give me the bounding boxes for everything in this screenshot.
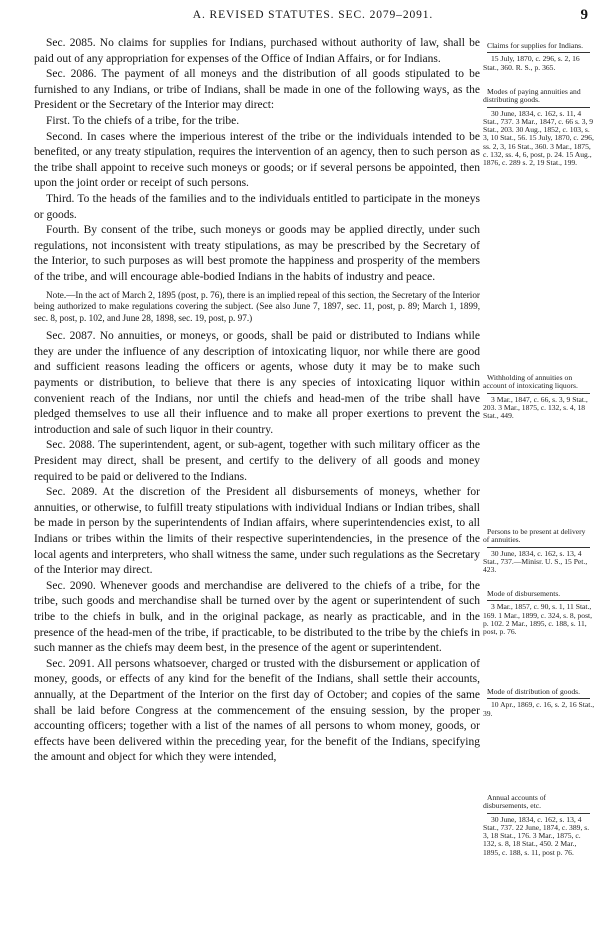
margin-rule (487, 52, 590, 53)
margin-note-annual-accounts (483, 794, 595, 857)
margin-note-citation: 10 Apr., 1869, c. 16, s. 2, 16 Stat., 39. (483, 700, 595, 718)
margin-rule (487, 547, 590, 548)
section-2085: Sec. 2085. No claims for supplies for Indians, purchased without authority of law, shall be paid out of any appropriation for expenses of the Office of Indian Affairs, or for Indians. (34, 37, 480, 65)
margin-rule (487, 698, 590, 699)
margin-note-claims (483, 42, 595, 72)
margin-rule (487, 813, 590, 814)
margin-rule (487, 393, 590, 394)
margin-rule (487, 600, 590, 601)
page-number: 9 (580, 7, 588, 23)
margin-note-heading: Persons to be present at delivery of annuities. (483, 527, 586, 545)
section-2086: Sec. 2086. The payment of all moneys and the distribution of all goods stipulated to be furnished to any Indians, or tribe of Indians, shall be made in one of the following ways, as the President or the Secretary of the Interior may direct: (34, 68, 480, 112)
margin-rule (487, 107, 590, 108)
section-2086-second: Second. In cases where the imperious interest of the tribe or the individuals intended to be benefited, or any treaty stipulation, requires the intervention of an agency, then to such person as the tribe shall appoint to receive such moneys or goods; or if several persons be appointed, then upon the joint order or receipt of such persons. (34, 130, 480, 190)
margin-note-heading: Modes of paying annuities and distributing goods. (483, 87, 581, 105)
editorial-note: Note.—In the act of March 2, 1895 (post, p. 76), there is an implied repeal of this section, the Secretary of the Interior being authorized to make regulations covering the subject. (See also June 7, 1897, sec. 11, post, p. 89; March 1, 1899, sec. 8, post, p. 102, and June 28, 1898, sec. 19, post, p. 97.) (34, 289, 480, 323)
margin-note-citation: 3 Mar., 1847, c. 66, s. 3, 9 Stat., 203. 3 Mar., 1875, c. 132, s. 4, 18 Stat., 449. (483, 394, 588, 421)
section-2086-fourth: Fourth. By consent of the tribe, such moneys or goods may be applied directly, under such regulations, not inconsistent with treaty stipulations, as may be prescribed by the Secretary of the Interior, to such purposes as will best promote the happiness and prosperity of the members of the tribe, and will encourage able-bodied Indians in the habits of industry and peace. (34, 224, 480, 283)
margin-note-heading: Mode of disbursements. (487, 589, 561, 598)
section-2087: Sec. 2087. No annuities, or moneys, or goods, shall be paid or distributed to Indians while they are under the influence of any description of intoxicating liquor, nor while there are good and sufficient reasons leading the officers or agents, whose duty it may be to make such payments or distribution, to believe that there is any species of intoxicating liquor within convenient reach of the Indians, nor until the chiefs and head-men of the tribe shall have pledged themselves to use all their influence and to make all proper exertions to prevent the introduction and sale of such liquor in their country. (34, 330, 480, 436)
margin-note-heading: Annual accounts of disbursements, etc. (483, 793, 547, 811)
section-2089: Sec. 2089. At the discretion of the President all disbursements of moneys, whether for annuities, or otherwise, to fulfill treaty stipulations with individual Indians or Indian tribes, shall be made in person by the superintendents of Indian affairs, where superintendencies exist, to all Indians or tribes within the limits of their respective superintendencies, in the presence of the local agents and interpreters, who shall witness the same, under such regulations as the Secretary of the Interior may direct. (34, 486, 480, 577)
margin-note-citation: 30 June, 1834, c. 162, s. 13, 4 Stat., 737.—Minisr. U. S., 15 Pet., 423. (483, 548, 588, 575)
margin-note-withholding (483, 374, 595, 420)
margin-note-disbursements (483, 590, 595, 636)
section-2086-first: First. To the chiefs of a tribe, for the tribe. (46, 114, 240, 127)
margin-note-persons-present (483, 528, 595, 574)
margin-note-citation: 30 June, 1834, c. 162, s. 13, 4 Stat., 737. 22 June, 1874, c. 389, s. 3, 18 Stat., 176. 3 Mar., 1875, c. 132, s. 8, 18 Stat., 450. 2 Mar., 1895, c. 188, s. 11, post p. 76. (483, 814, 590, 857)
section-2086-third: Third. To the heads of the families and to the individuals entitled to participate in the moneys or goods. (34, 192, 480, 221)
section-2091: Sec. 2091. All persons whatsoever, charged or trusted with the disbursement or application of money, goods, or effects of any kind for the benefit of the Indians, shall settle their accounts, annually, at the Department of the Interior on the first day of October; and copies of the same shall be laid before Congress at the commencement of the ensuing session, by the proper accounting officers; together with a list of the names of all persons to whom money, goods, or effects have been delivered within the preceding year, for the benefit of the Indians, specifying the amount and object for which they were intended, (34, 657, 480, 764)
margin-note-distribution-of-goods (483, 688, 595, 718)
section-2088: Sec. 2088. The superintendent, agent, or sub-agent, together with such military officer as the President may direct, shall be present, and certify to the delivery of all goods and money required to be paid or delivered to the Indians. (34, 439, 480, 483)
statute-body (34, 36, 480, 766)
section-2090: Sec. 2090. Whenever goods and merchandise are delivered to the chiefs of a tribe, for the tribe, such goods and merchandise shall be turned over by the agent or superintendent of such tribe to the chiefs in bulk, and in the original package, as nearly as practicable, and in the presence of the head-men of the tribe, if practicable, to be distributed to the tribe by the chiefs in such manner as the chiefs may deem best, in the presence of the agent or superintendent. (34, 579, 480, 655)
margin-note-modes-of-paying (483, 88, 595, 168)
running-title: A. REVISED STATUTES. SEC. 2079–2091. (192, 9, 434, 21)
running-header (34, 9, 592, 25)
margin-note-heading: Withholding of annuities on account of intoxicating liquors. (483, 373, 578, 391)
margin-note-citation: 30 June, 1834, c. 162, s. 11, 4 Stat., 737. 3 Mar., 1847, c. 66 s. 3, 9 Stat., 203. 30 Aug., 1852, c. 103, s. 3, 10 Stat., 56. 15 July, 1870, c. 296, ss. 2, 3, 16 Stat., 360. 3 Mar., 1875, c. 132, ss. 4, 6, post, p. 24. 15 Aug., 1876, c. 289 s. 2, 19 Stat., 199. (483, 108, 594, 168)
margin-note-heading: Claims for supplies for Indians. (487, 41, 583, 50)
margin-note-citation: 3 Mar., 1857, c. 90, s. 1, 11 Stat., 169. 1 Mar., 1899, c. 324, s. 8, post, p. 102. 2 Mar., 1895, c. 188, s. 11, post, p. 76. (483, 602, 593, 637)
margin-note-citation: 15 July, 1870, c. 296, s. 2, 16 Stat., 360. R. S., p. 365. (483, 54, 580, 72)
margin-note-heading: Mode of distribution of goods. (487, 687, 581, 696)
